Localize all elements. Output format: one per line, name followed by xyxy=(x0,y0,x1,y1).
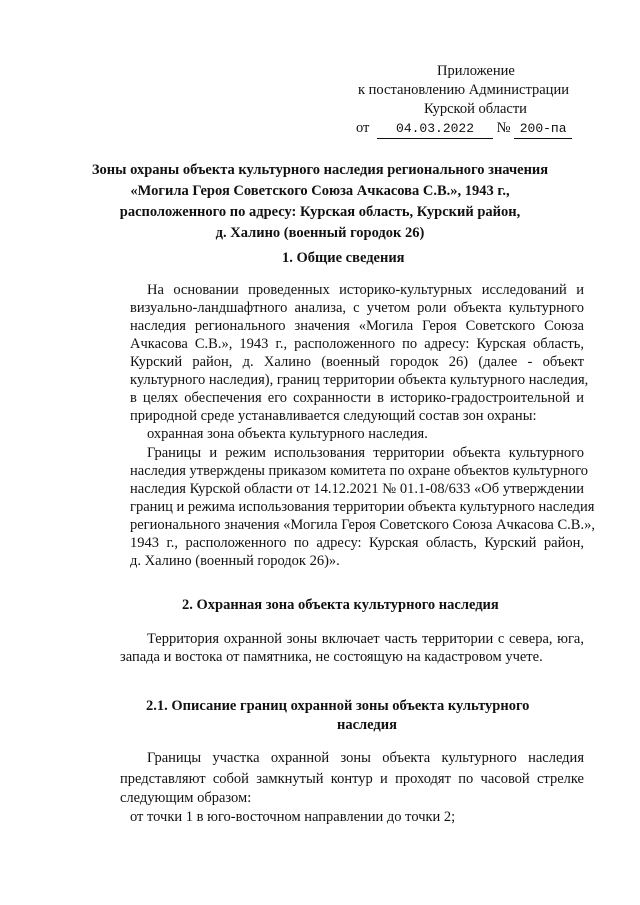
section-2-heading: 2. Охранная зона объекта культурного наследия xyxy=(182,597,499,613)
section-2-paragraph-line: запада и востока от памятника, не состоящую на кадастровом учете. xyxy=(120,649,543,665)
section-1-paragraph-line: наследия регионального значения «Могила Героя Советского Союза xyxy=(130,318,584,334)
appendix-date: 04.03.2022 xyxy=(377,119,493,139)
document-title-line-2: «Могила Героя Советского Союза Ачкасова С.В.», 1943 г., xyxy=(130,183,510,199)
section-2-1-paragraph-line: Границы участка охранной зоны объекта культурного наследия xyxy=(147,750,584,766)
section-1-paragraph2-line: Границы и режим использования территории объекта культурного xyxy=(147,445,584,461)
appendix-date-line xyxy=(356,119,572,139)
section-1-paragraph-line: в целях обеспечения его сохранности в историко-градостроительной и xyxy=(130,390,584,406)
appendix-title: Приложение xyxy=(437,63,515,79)
appendix-number: 200-па xyxy=(514,119,572,139)
section-2-1-heading-line-2: наследия xyxy=(337,717,397,733)
section-1-paragraph2-line: границ и режима использования территории объекта культурного наследия xyxy=(130,499,595,515)
section-1-paragraph-line: культурного наследия), границ территории объекта культурного наследия, xyxy=(130,372,589,388)
appendix-decree-line: к постановлению Администрации xyxy=(358,82,569,98)
appendix-from-label: от xyxy=(356,120,370,136)
section-1-paragraph2-line: д. Халино (военный городок 26)». xyxy=(130,553,340,569)
section-2-1-paragraph-line: представляют собой замкнутый контур и проходят по часовой стрелке xyxy=(120,771,584,787)
section-2-1-heading-line-1: 2.1. Описание границ охранной зоны объекта культурного xyxy=(146,698,530,714)
section-1-paragraph-line: Курский район, д. Халино (военный городок 26) (далее - объект xyxy=(130,354,584,370)
document-title-line-4: д. Халино (военный городок 26) xyxy=(215,225,425,241)
section-1-paragraph-line: На основании проведенных историко-культурных исследований и xyxy=(147,282,584,298)
section-2-paragraph-line: Территория охранной зоны включает часть территории с севера, юга, xyxy=(147,631,584,647)
section-1-paragraph-line: природной среде устанавливается следующий состав зон охраны: xyxy=(130,408,537,424)
section-1-paragraph2-line: регионального значения «Могила Героя Советского Союза Ачкасова С.В.», xyxy=(130,517,595,533)
appendix-region-line: Курской области xyxy=(424,101,527,117)
section-1-paragraph-line: Ачкасова С.В.», 1943 г., расположенного по адресу: Курская область, xyxy=(130,336,584,352)
appendix-number-label: № xyxy=(496,120,511,136)
section-1-paragraph2-line: наследия утверждены приказом комитета по охране объектов культурного xyxy=(130,463,588,479)
document-title-line-1: Зоны охраны объекта культурного наследия регионального значения xyxy=(91,162,549,178)
document-title-line-3: расположенного по адресу: Курская область, Курский район, xyxy=(119,204,521,220)
section-1-paragraph2-line: наследия Курской области от 14.12.2021 № 01.1-08/633 «Об утверждении xyxy=(130,481,584,497)
section-1-zone-line: охранная зона объекта культурного наследия. xyxy=(147,426,428,442)
section-2-1-paragraph-line: следующим образом: xyxy=(120,790,252,806)
section-1-heading: 1. Общие сведения xyxy=(282,250,405,266)
section-1-paragraph-line: визуально-ландшафтного анализа, с учетом роли объекта культурного xyxy=(130,300,584,316)
section-2-1-point-line: от точки 1 в юго-восточном направлении до точки 2; xyxy=(130,809,456,825)
section-1-paragraph2-line: 1943 г., расположенного по адресу: Курская область, Курский район, xyxy=(130,535,584,551)
